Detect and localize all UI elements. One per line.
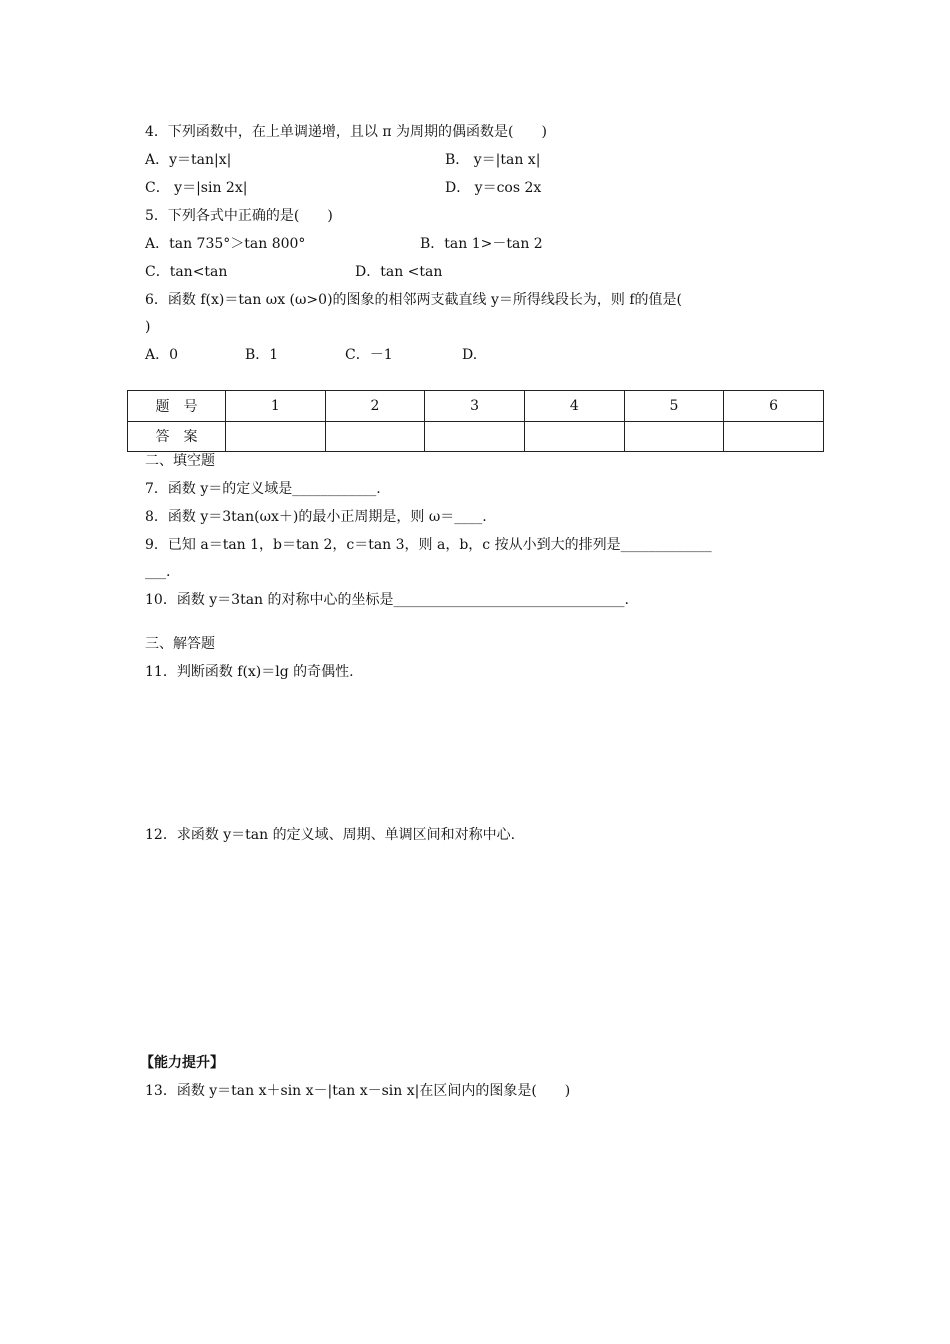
q11: 11．判断函数 f(x)＝lg 的奇偶性. <box>145 664 354 680</box>
q9-continued: ___. <box>145 564 171 580</box>
answer-cell <box>226 421 326 452</box>
answer-table-header-row <box>128 391 824 422</box>
answer-cell <box>325 421 425 452</box>
q10: 10．函数 y＝3tan 的对称中心的坐标是_________________________________. <box>145 592 629 608</box>
q4-option-a: A．y＝tan|x| <box>145 152 232 168</box>
q13: 13．函数 y＝tan x＋sin x－|tan x－sin x|在区间内的图象是( ) <box>145 1083 571 1099</box>
question-number-cell: 3 <box>425 391 525 422</box>
answer-cell <box>624 421 724 452</box>
q6-stem-continued: ) <box>145 319 151 335</box>
q4-stem: 4．下列函数中，在上单调递增，且以 π 为周期的偶函数是( ) <box>145 124 547 140</box>
question-number-cell: 2 <box>325 391 425 422</box>
q4-option-d: D． y＝cos 2x <box>445 180 542 196</box>
q6-option-c: C．－1 <box>345 347 393 363</box>
q6-option-a: A．0 <box>145 347 179 363</box>
q4-option-b: B． y＝|tan x| <box>445 152 541 168</box>
q5-option-d: D．tan <tan <box>355 264 443 280</box>
q7: 7．函数 y＝的定义域是____________. <box>145 481 381 497</box>
q6-option-d: D. <box>462 347 478 363</box>
answer-label: 答 案 <box>128 421 226 452</box>
answer-cell <box>524 421 624 452</box>
q6-option-b: B．1 <box>245 347 279 363</box>
q5-option-a: A．tan 735°＞tan 800° <box>145 236 306 252</box>
question-number-cell: 6 <box>724 391 824 422</box>
answer-cell <box>425 421 525 452</box>
question-number-cell: 5 <box>624 391 724 422</box>
q5-option-c: C．tan<tan <box>145 264 228 280</box>
answer-table <box>127 390 824 452</box>
q4-option-c: C． y＝|sin 2x| <box>145 180 248 196</box>
section-fill-in-heading: 二、填空题 <box>145 453 215 469</box>
q8: 8．函数 y＝3tan(ωx＋)的最小正周期是，则 ω＝____. <box>145 509 487 525</box>
answer-table-answer-row <box>128 421 824 452</box>
q5-stem: 5．下列各式中正确的是( ) <box>145 208 333 224</box>
section-ability-heading: 【能力提升】 <box>140 1055 224 1071</box>
question-number-cell: 1 <box>226 391 326 422</box>
question-number-label: 题 号 <box>128 391 226 422</box>
answer-cell <box>724 421 824 452</box>
q12: 12．求函数 y＝tan 的定义域、周期、单调区间和对称中心. <box>145 827 516 843</box>
q6-stem: 6．函数 f(x)＝tan ωx (ω>0)的图象的相邻两支截直线 y＝所得线段长为，则 f的值是( <box>145 292 682 308</box>
q9: 9．已知 a＝tan 1，b＝tan 2，c＝tan 3，则 a，b，c 按从小到大的排列是_____________ <box>145 537 712 553</box>
q5-option-b: B．tan 1>－tan 2 <box>420 236 543 252</box>
question-number-cell: 4 <box>524 391 624 422</box>
section-solutions-heading: 三、解答题 <box>145 636 215 652</box>
